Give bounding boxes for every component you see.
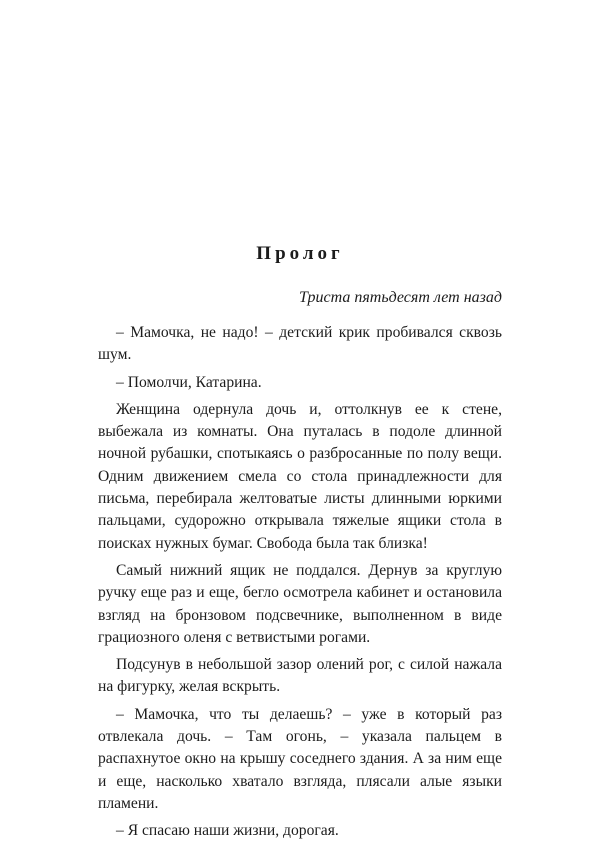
body-text — [98, 322, 502, 848]
paragraph: Самый нижний ящик не поддался. Дернув за круглую ручку еще раз и еще, бегло осмотрела кабинет и остановила взгляд на бронзовом подсвечнике, выполненном в виде грациозного оленя с ветвистыми рогами. — [98, 561, 502, 646]
paragraph: – Мамочка, не надо! – детский крик пробивался сквозь шум. — [98, 324, 502, 364]
paragraph: Женщина одернула дочь и, оттолкнув ее к стене, выбежала из комнаты. Она путалась в подоле длинной ночной рубашки, спотыкаясь о разбросанные по полу вещи. Одним движением смела со стола принадлежности для письма, перебирала желтоватые листы длинными юркими пальцами, судорожно открывала тяжелые ящики стола в поисках нужных бумаг. Свобода была так близка! — [98, 400, 502, 552]
paragraph: – Я спасаю наши жизни, дорогая. — [116, 822, 339, 840]
chapter-epigraph: Триста пятьдесят лет назад — [299, 289, 502, 306]
chapter-title: Пролог — [256, 243, 344, 264]
paragraph: Подсунув в небольшой зазор олений рог, с силой нажала на фигурку, желая вскрыть. — [98, 656, 502, 696]
paragraph: – Помолчи, Катарина. — [116, 373, 262, 391]
paragraph: – Мамочка, что ты делаешь? – уже в который раз отвлекала дочь. – Там огонь, – указала пальцем в распахнутое окно на крышу соседнего здания. А за ним еще и еще, насколько хватало взгляда, плясали алые языки пламени. — [98, 705, 502, 812]
